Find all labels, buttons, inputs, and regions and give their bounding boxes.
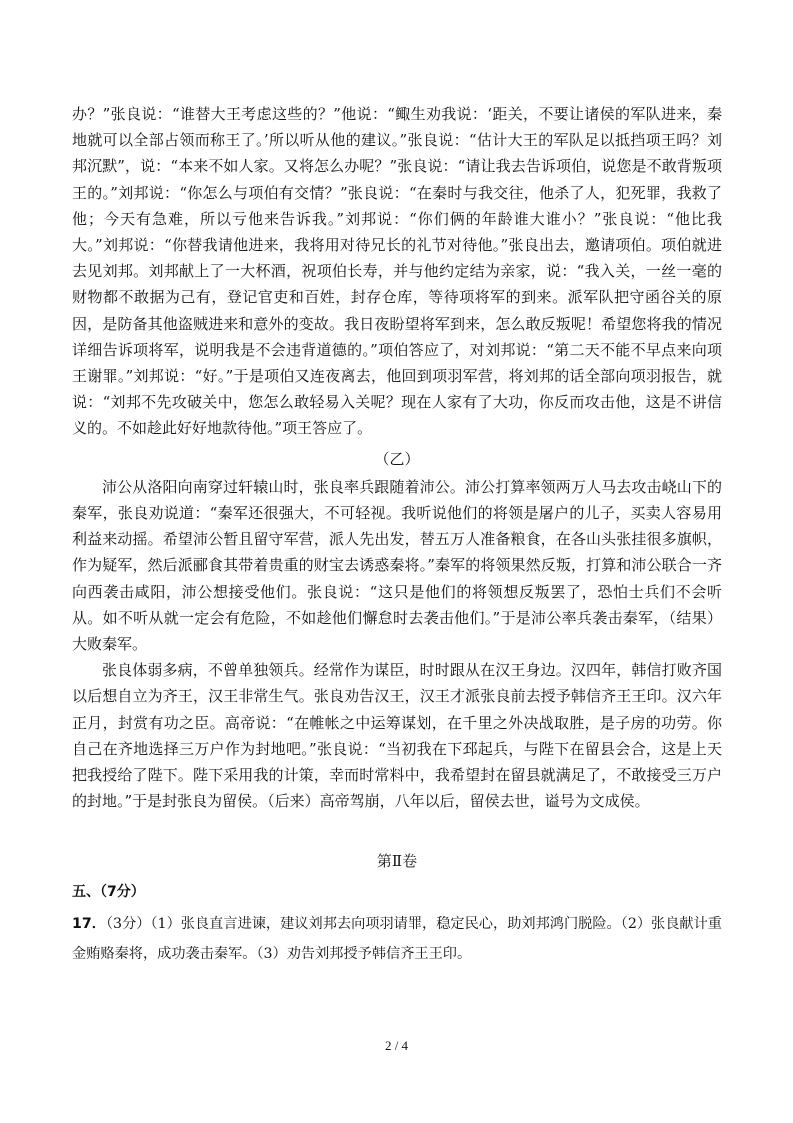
- question-17-text: （3分）（1）张良直言进谏，建议刘邦去向项羽请罪，稳定民心，助刘邦鸿门脱险。（2）张良献计重金贿赂秦将，成功袭击秦军。（3）劝告刘邦授予韩信齐王王印。: [72, 916, 722, 963]
- document-page: [72, 101, 722, 969]
- section-five-label: 五、（7分）: [72, 884, 145, 901]
- page-number: 2 / 4: [384, 1038, 409, 1053]
- question-17-number: 17．: [72, 916, 106, 933]
- passage-yi-paragraph-2: 张良体弱多病，不曾单独领兵。经常作为谋臣，时时跟从在汉王身边。汉四年，韩信打败齐国以后想自立为齐王，汉王非常生气。张良劝告汉王，汉王才派张良前去授予韩信齐王王印。汉六年正月，封赏有功之臣。高帝说：“在帷帐之中运筹谋划，在千里之外决战取胜，是子房的功劳。你自己在齐地选择三万户作为封地吧。”张良说：“当初我在下邳起兵，与陛下在留县会合，这是上天把我授给了陛下。陛下采用我的计策，幸而时常料中，我希望封在留县就满足了，不敢接受三万户的封地。”于是封张良为留侯。（后来）高帝驾崩，八年以后，留侯去世，谥号为文成侯。: [72, 661, 722, 811]
- volume-title: 第Ⅱ卷: [376, 852, 418, 871]
- passage-jia-tail: 办？”张良说：“谁替大王考虑这些的？”他说：“鲰生劝我说：‘距关，不要让诸侯的军队进来，秦地就可以全部占领而称王了。’所以听从他的建议。”张良说：“估计大王的军队足以抵挡项王吗？刘邦沉默”，说：“本来不如人家。又将怎么办呢？”张良说：“请让我去告诉项伯，说您是不敢背叛项王的。”刘邦说：“你怎么与项伯有交情？”张良说：“在秦时与我交往，他杀了人，犯死罪，我救了他；今天有急难，所以亏他来告诉我。”刘邦说：“你们俩的年龄谁大谁小？”张良说：“他比我大。”刘邦说：“你替我请他进来，我将用对待兄长的礼节对待他。”张良出去，邀请项伯。项伯就进去见刘邦。刘邦献上了一大杯酒，祝项伯长寿，并与他约定结为亲家，说：“我入关，一丝一毫的财物都不敢据为己有，登记官吏和百姓，封存仓库，等待项将军的到来。派军队把守函谷关的原因，是防备其他盗贼进来和意外的变故。我日夜盼望将军到来，怎么敢反叛呢！希望您将我的情况详细告诉项将军，说明我是不会违背道德的。”项伯答应了，对刘邦说：“第二天不能不早点来向项王谢罪。”刘邦说：“好。”于是项伯又连夜离去，他回到项羽军营，将刘邦的话全部向项羽报告，就说：“刘邦不先攻破关中，您怎么敢轻易入关呢？现在人家有了大功，你反而攻击他，这是不讲信义的。不如趁此好好地款待他。”项王答应了。: [72, 105, 722, 438]
- section-heading: [72, 879, 722, 905]
- passage-yi-paragraph-1: 沛公从洛阳向南穿过轩辕山时，张良率兵跟随着沛公。沛公打算率领两万人马去攻击峣山下的秦军，张良劝说道：“秦军还很强大，不可轻视。我听说他们的将领是屠户的儿子，买卖人容易用利益来动摇。希望沛公暂且留守军营，派人先出发，替五万人准备粮食，在各山头张挂很多旗帜，作为疑军，然后派郦食其带着贵重的财宝去诱惑秦将。”秦军的将领果然反叛，打算和沛公联合一齐向西袭击咸阳，沛公想接受他们。张良说：“这只是他们的将领想反叛罢了，恐怕士兵们不会听从。如不听从就一定会有危险，不如趁他们懈怠时去袭击他们。”于是沛公率兵袭击秦军，（结果）大败秦军。: [72, 477, 722, 654]
- question-17-answer: [72, 909, 722, 969]
- passage-yi-title: （乙）: [374, 449, 420, 468]
